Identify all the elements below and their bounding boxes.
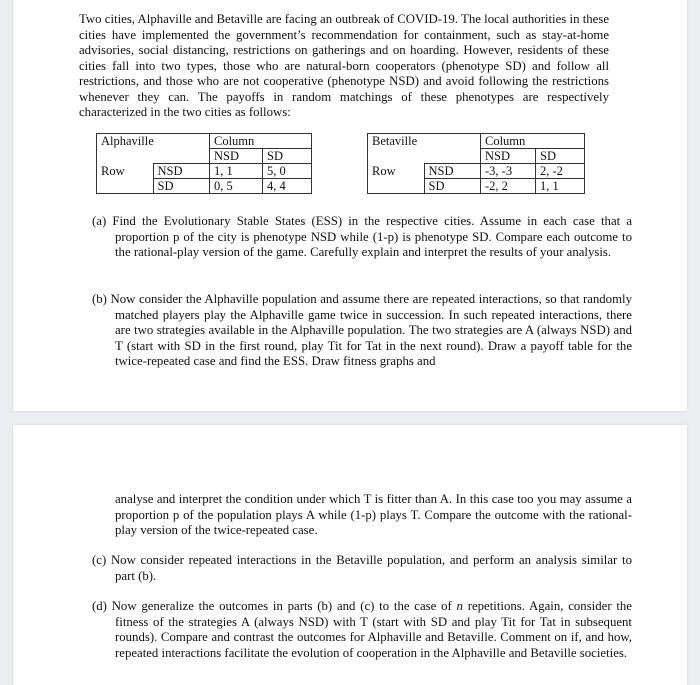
betaville-column-label: Column bbox=[481, 134, 585, 149]
alphaville-cell: 5, 0 bbox=[263, 164, 312, 179]
alphaville-cell: 1, 1 bbox=[210, 164, 263, 179]
alphaville-row-label: Row bbox=[97, 164, 154, 194]
alphaville-title: Alphaville bbox=[97, 134, 210, 149]
betaville-row-header-sd: SD bbox=[424, 179, 481, 194]
betaville-cell: -2, 2 bbox=[481, 179, 536, 194]
question-a: (a) Find the Evolutionary Stable States (ESS) in the respective cities. Assume in each case that a proportion p of the city is phenotype NSD while (1-p) is phenotype SD. Compare each outcome to the rational-play version of the game. Carefully explain and interpret the results of your analysis. bbox=[92, 214, 632, 259]
alphaville-row-header-sd: SD bbox=[153, 179, 210, 194]
question-d-text-end: repetitions. Again, consider the fitness of the strategies A (always NSD) with T (start with SD and play Tit for Tat in subsequent rounds). Compare and contrast the outcomes for Alphaville and Betaville. Comment on if, and how, repeated interactions facilitate the evolution of cooperation in the Alphaville and Betaville societies. bbox=[115, 599, 632, 660]
betaville-cell: -3, -3 bbox=[481, 164, 536, 179]
alphaville-column-label: Column bbox=[210, 134, 312, 149]
alphaville-row-header-nsd: NSD bbox=[153, 164, 210, 179]
question-b: (b) Now consider the Alphaville population and assume there are repeated interactions, so that randomly matched players play the Alphaville game twice in succession. In such repeated interactions, there are two strategies available in the Alphaville population. The two strategies are A (always NSD) and T (start with SD in the first round, play Tit for Tat in the next round). Draw a payoff table for the twice-repeated case and find the ESS. Draw fitness graphs and bbox=[92, 292, 632, 368]
question-d bbox=[92, 599, 632, 661]
question-c: (c) Now consider repeated interactions in the Betaville population, and perform an analysis similar to part (b). bbox=[92, 553, 632, 583]
betaville-cell: 1, 1 bbox=[536, 179, 585, 194]
question-d-variable: n bbox=[456, 599, 463, 613]
alphaville-payoff-table bbox=[96, 133, 312, 194]
alphaville-col-header-nsd: NSD bbox=[210, 149, 263, 164]
betaville-payoff-table bbox=[367, 133, 585, 194]
betaville-row-label: Row bbox=[368, 164, 425, 194]
question-b-continued: analyse and interpret the condition under which T is fitter than A. In this case too you may assume a proportion p of the population plays A while (1-p) plays T. Compare the outcome with the rational-play version of the twice-repeated case. bbox=[115, 492, 632, 537]
alphaville-cell: 0, 5 bbox=[210, 179, 263, 194]
betaville-cell: 2, -2 bbox=[536, 164, 585, 179]
problem-intro: Two cities, Alphaville and Betaville are facing an outbreak of COVID-19. The local authorities in these cities have implemented the government’s recommendation for containment, such as stay-at-home advisories, social distancing, restrictions on gatherings and on hoarding. However, residents of these cities fall into two types, those who are natural-born cooperators (phenotype SD) and follow all restrictions, and those who are not cooperative (phenotype NSD) and avoid following the restrictions whenever they can. The payoffs in random matchings of these phenotypes are respectively characterized in the two cities as follows: bbox=[79, 12, 609, 119]
question-d-text-start: (d) Now generalize the outcomes in parts (b) and (c) to the case of bbox=[92, 599, 457, 613]
betaville-row-header-nsd: NSD bbox=[424, 164, 481, 179]
alphaville-cell: 4, 4 bbox=[263, 179, 312, 194]
alphaville-col-header-sd: SD bbox=[263, 149, 312, 164]
betaville-col-header-sd: SD bbox=[536, 149, 585, 164]
betaville-col-header-nsd: NSD bbox=[481, 149, 536, 164]
betaville-title: Betaville bbox=[368, 134, 481, 149]
